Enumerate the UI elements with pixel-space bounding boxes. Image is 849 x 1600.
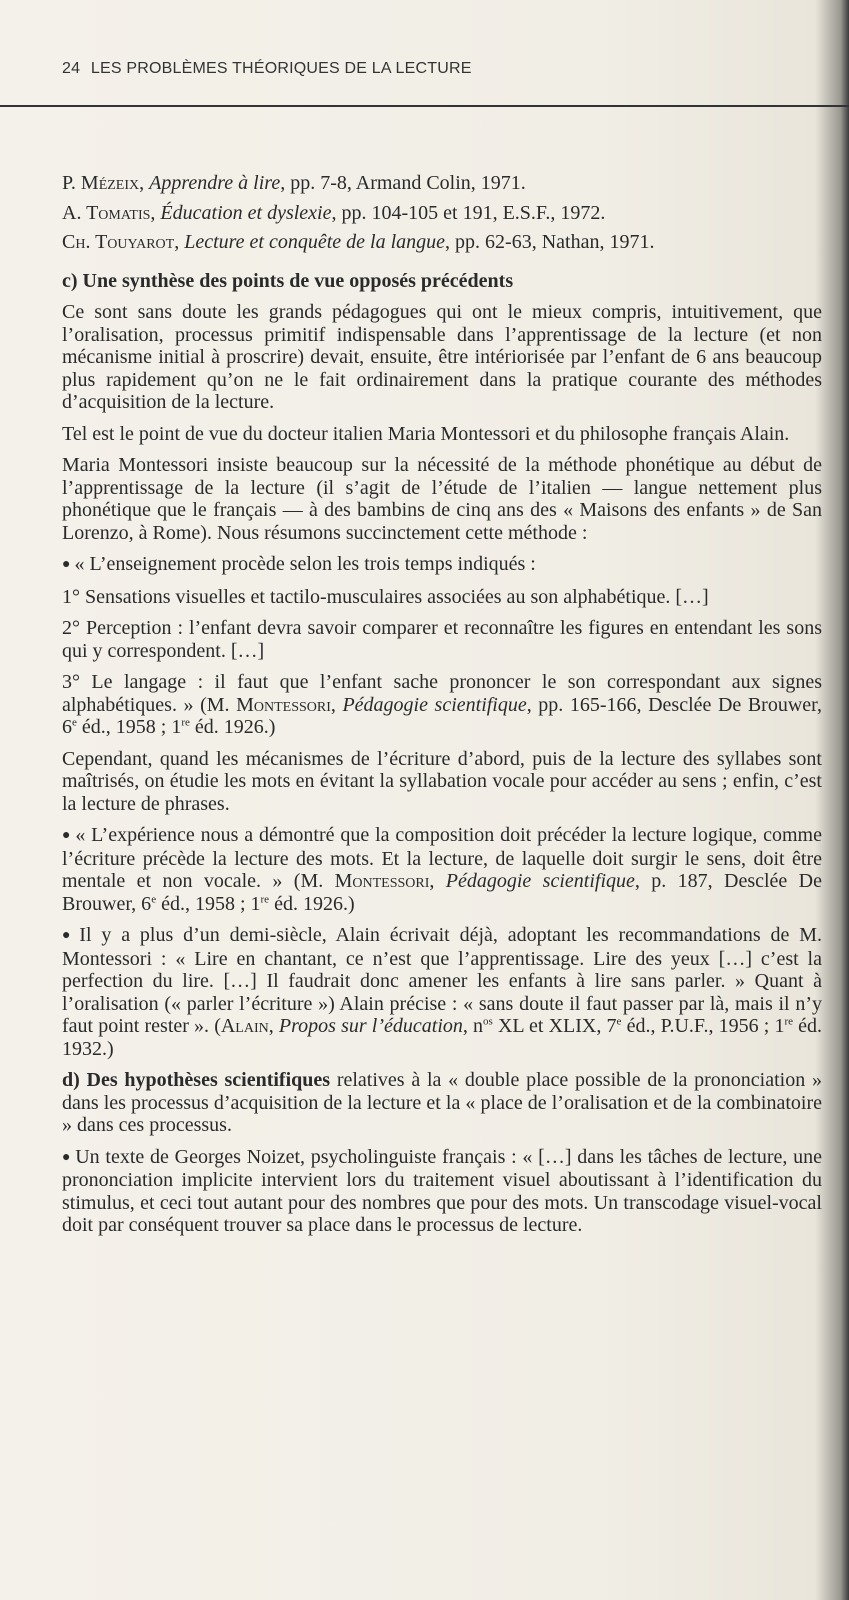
section-heading: d) Des hypothèses scientifiques bbox=[62, 1069, 331, 1091]
section-paragraph: d) Des hypothèses scientifiques relatives à la « double place possible de la prononciation » dans les processus d’acquisition de la lecture et la « place de l’oralisation et de la combinatoire » dans ces processus. bbox=[62, 1069, 822, 1136]
section-heading: c) Une synthèse des points de vue opposés précédents bbox=[62, 269, 514, 292]
quote-paragraph: ● Un texte de Georges Noizet, psycholinguiste français : « […] dans les tâches de lecture, une prononciation implicite intervient lors du traitement visuel aboutissant à l’identification du stimulus, et ceci tout autant pour des nombres que pour des mots. Un transcodage visuel-vocal doit par conséquent trouver sa place dans le processus de lecture. bbox=[62, 1145, 822, 1236]
reference-list bbox=[62, 172, 822, 254]
step-item: 3° Le langage : il faut que l’enfant sache prononcer le son correspondant aux signes alphabétiques. » (M. Montessori, Pédagogie scientifique, pp. 165-166, Desclée De Brouwer, 6e éd., 1958 ; 1re éd. 1926.) bbox=[62, 671, 823, 738]
step-item: 1° Sensations visuelles et tactilo-musculaires associées au son alphabétique. […] bbox=[62, 585, 709, 608]
paragraph: Maria Montessori insiste beaucoup sur la nécessité de la méthode phonétique au début de l’apprentissage de la lecture (il s’agit de l’étude de l’italien — langue nettement plus phonétique que le français — à des bambins de cinq ans des « Maisons des enfants » de San Lorenzo, à Rome). Nous résumons succinctement cette méthode : bbox=[62, 454, 822, 544]
bullet-icon: ● bbox=[62, 557, 71, 572]
bullet-icon: ● bbox=[62, 1149, 72, 1165]
quote-paragraph: ● Il y a plus d’un demi-siècle, Alain écrivait déjà, adoptant les recommandations de M. Montessori : « Lire en chantant, ce n’est que l’apprentissage. Lire des yeux […] c’est la perfection du lire. […] Il faudrait donc amener les enfants à lire sans parler. » Quant à l’oralisation (« parler l’écriture ») Alain précise : « sans doute il faut passer par là, mais il n’y faut point rester ». (Alain, Propos sur l’éducation, $n^{os}$ XL et XLIX, 7e éd., P.U.F., 1956 ; 1re éd. 1932.) bbox=[62, 924, 823, 1060]
step-item: 2° Perception : l’enfant devra savoir comparer et reconnaître les figures en entendant les sons qui y correspondent. […] bbox=[62, 617, 822, 662]
bullet-icon: ● bbox=[62, 828, 72, 843]
reference-item: Ch. Touyarot, Lecture et conquête de la langue, pp. 62-63, Nathan, 1971. bbox=[62, 231, 655, 253]
page-number: 24 bbox=[62, 60, 81, 77]
bullet-icon: ● bbox=[62, 928, 76, 943]
paragraph: Ce sont sans doute les grands pédagogues qui ont le mieux compris, intuitivement, que l’oralisation, processus primitif indispensable dans l’apprentissage de la lecture (et non mécanisme initial à proscrire) devait, ensuite, être intériorisée par l’enfant de 6 ans beaucoup plus rapidement qu’on ne le fait ordinairement dans la pratique courante des méthodes d’acquisition de la lecture. bbox=[62, 301, 822, 413]
reference-item: P. Mézeix, Apprendre à lire, pp. 7-8, Armand Colin, 1971. bbox=[62, 172, 526, 194]
reference-item: A. Tomatis, Éducation et dyslexie, pp. 104-105 et 191, E.S.F., 1972. bbox=[62, 201, 606, 224]
quote-paragraph: ● « L’expérience nous a démontré que la composition doit précéder la lecture logique, comme l’écriture précède la lecture des mots. Et la lecture, de laquelle doit surgir le sens, doit être mentale et non vocale. » (M. Montessori, Pédagogie scientifique, p. 187, Desclée De Brouwer, 6e éd., 1958 ; 1re éd. 1926.) bbox=[62, 824, 822, 915]
page-body bbox=[62, 172, 822, 1246]
running-title: LES PROBLÈMES THÉORIQUES DE LA LECTURE bbox=[90, 60, 472, 77]
paragraph: Cependant, quand les mécanismes de l’écriture d’abord, puis de la lecture des syllabes sont maîtrisés, on étudie les mots en évitant la syllabation vocale pour accéder au sens ; enfin, c’est la lecture de phrases. bbox=[62, 747, 822, 815]
header-rule bbox=[0, 105, 849, 107]
running-head bbox=[62, 60, 472, 78]
paragraph: Tel est le point de vue du docteur italien Maria Montessori et du philosophe français Alain. bbox=[62, 422, 790, 445]
quote-paragraph: ● « L’enseignement procède selon les trois temps indiqués : bbox=[62, 553, 536, 575]
